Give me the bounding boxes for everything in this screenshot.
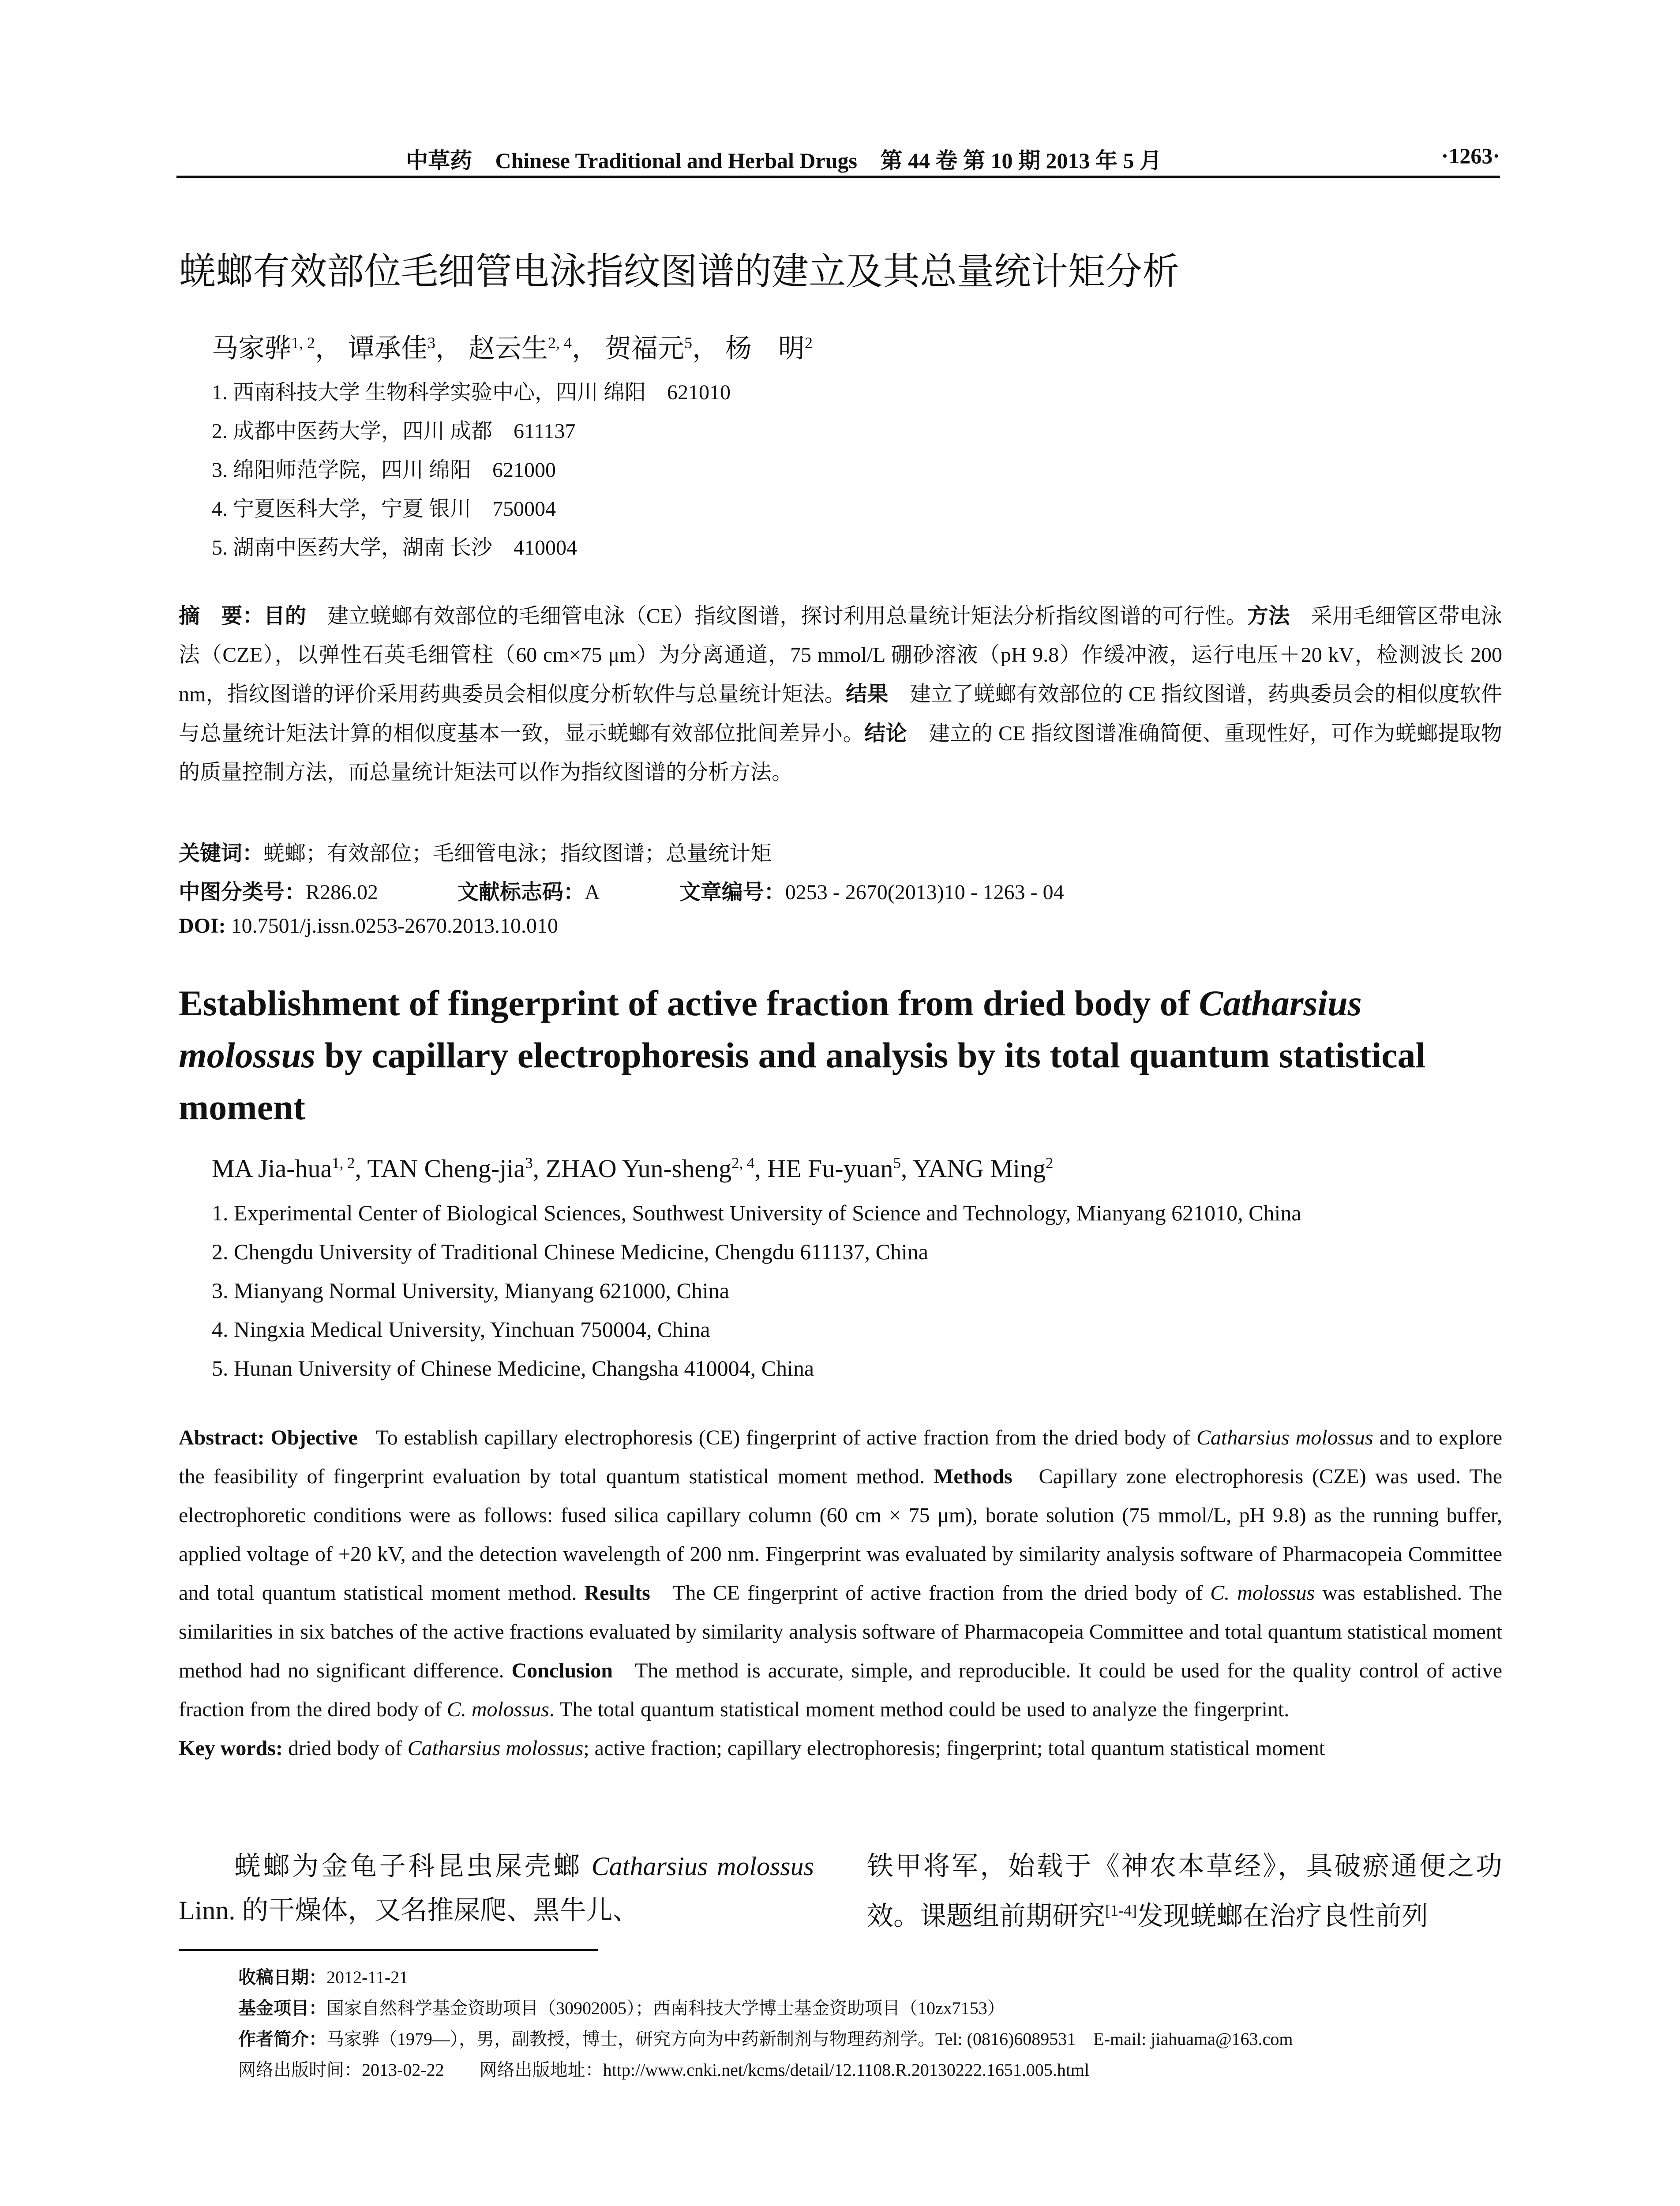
doc-code-label: 文献标志码： [458,880,585,904]
cn-keywords-text: 蜣螂；有效部位；毛细管电泳；指纹图谱；总量统计矩 [263,842,772,865]
en-results-text: The CE fingerprint of active fraction from the dried body of [672,1581,1211,1605]
footnote-online [238,2056,1089,2081]
cn-author: 谭承佳$^3$ [348,334,435,363]
doi-value: 10.7501/j.issn.0253-2670.2013.10.010 [231,914,559,938]
fund-label: 基金项目： [238,1998,326,2018]
cn-results-label: 结果 [846,682,889,706]
cn-affiliation: 4. 宁夏医科大学，宁夏 银川 750004 [212,497,556,521]
body-text-b: 发现蜣螂在治疗良性前列 [1136,1902,1428,1931]
doi-line [179,914,558,938]
body-text: 铁甲将军，始载于《神农本草经》，具破瘀通便之功效。课题组前期研究 [867,1852,1502,1931]
cn-methods-label: 方法 [1247,604,1290,628]
body-text: 蜣螂为金龟子科昆虫屎壳螂 [232,1852,592,1881]
en-conclusion-text-b: . The total quantum statistical moment method could be used to analyze the fingerprint. [549,1698,1290,1721]
body-text-b: Linn. 的干燥体，又名推屎爬、黑牛儿、 [179,1896,639,1925]
cn-keywords [179,836,772,867]
cn-objective-label: 目的 [263,604,307,628]
en-results-label: Results [584,1581,650,1605]
en-keywords-text-b: ; active fraction; capillary electrophoresis; fingerprint; total quantum statistical moment [583,1737,1325,1760]
footnote-received [238,1963,408,1988]
body-column-right [867,1844,1502,1938]
en-title-part2: by capillary electrophoresis and analysis by its total quantum statistical moment [179,1035,1426,1127]
journal-name-en: Chinese Traditional and Herbal Drugs [495,148,857,173]
cn-title: 蜣螂有效部位毛细管电泳指纹图谱的建立及其总量统计矩分析 [179,250,1180,293]
en-conclusion-label: Conclusion [511,1659,613,1682]
en-affiliation: 4. Ningxia Medical University, Yinchuan 750004, China [212,1317,710,1342]
footnote-author [238,2025,1293,2050]
author-bio-label: 作者简介： [238,2029,326,2049]
doc-code-value: A [585,881,600,904]
cn-affiliation: 5. 湖南中医药大学，湖南 长沙 410004 [212,536,578,559]
journal-name-cn: 中草药 [406,148,472,173]
en-title-species: Catharsius molossus [179,983,1362,1075]
en-objective-text-b: and to explore the feasibility of fingerprint evaluation by total quantum statistical moment method. [179,1426,1503,1488]
cn-keywords-label: 关键词： [179,841,264,866]
cn-objective-text: 建立蜣螂有效部位的毛细管电泳（CE）指纹图谱，探讨利用总量统计矩法分析指纹图谱的可行性。 [327,604,1248,628]
article-id-value: 0253 - 2670(2013)10 - 1263 - 04 [785,881,1064,904]
clc-label: 中图分类号： [179,880,306,904]
cn-authors: 马家骅$^{1, 2}$， 谭承佳$^3$， 赵云生$^{2, 4}$， 贺福元$^5$， 杨 明$^2$ [212,334,813,363]
en-objective-text: To establish capillary electrophoresis (CE) fingerprint of active fraction from the dried body of [375,1426,1196,1449]
footnote-fund [238,1994,1005,2019]
en-keywords-text: dried body of [288,1737,408,1760]
en-author: YANG Ming$^2$ [912,1154,1054,1183]
cn-methods-text: 采用毛细管区带电泳法（CZE），以弹性石英毛细管柱（60 cm×75 μm）为分离通道，75 mmol/L 硼砂溶液（pH 9.8）作缓冲液，运行电压＋20 kV，检测波长 200 nm，指纹图谱的评价采用药典委员会相似度分析软件与总量统计矩法。 [179,604,1502,706]
en-title-part1: Establishment of fingerprint of active fraction from dried body of [179,983,1199,1023]
cn-affiliation: 1. 西南科技大学 生物科学实验中心，四川 绵阳 621010 [212,381,731,404]
journal-issue: 第 44 卷 第 10 期 2013 年 5 月 [880,148,1162,173]
received-date: 2012-11-21 [326,1967,409,1987]
cn-author: 杨 明$^2$ [725,334,813,363]
en-affiliation: 3. Mianyang Normal University, Mianyang 621000, China [212,1278,729,1303]
en-keywords-label: Key words: [179,1737,283,1760]
en-results-text-b: was established. The similarities in six batches of the active fractions evaluated by similarity analysis software of Pharmacopeia Committee and total quantum statistical moment method had no significant difference. [179,1581,1503,1682]
author-bio-text: 马家骅（1979—），男，副教授，博士，研究方向为中药新制剂与物理药剂学。Tel: (0816)6089531 E-mail: jiahuama@163.com [326,2029,1293,2049]
article-id-label: 文章编号： [679,880,785,904]
en-objective-label: Objective [270,1426,358,1449]
en-author: ZHAO Yun-sheng$^{2, 4}$ [545,1154,755,1183]
cn-abstract-label: 摘 要： [179,604,264,628]
body-column-left [179,1844,814,1932]
en-author: TAN Cheng-jia$^3$ [367,1154,533,1183]
en-affiliation: 1. Experimental Center of Biological Sciences, Southwest University of Science and Technology, Mianyang 621010, China [212,1201,1301,1225]
cn-affiliation: 3. 绵阳师范学院，四川 绵阳 621000 [212,458,556,482]
cn-conclusion-label: 结论 [864,721,908,746]
cn-results-text: 建立了蜣螂有效部位的 CE 指纹图谱，药典委员会的相似度软件与总量统计矩法计算的相似度基本一致，显示蜣螂有效部位批间差异小。 [179,683,1502,745]
en-authors: MA Jia-hua$^{1, 2}$, TAN Cheng-jia$^3$, ZHAO Yun-sheng$^{2, 4}$, HE Fu-yuan$^5$, YANG Ming$^2$ [212,1154,1054,1183]
en-abstract-label: Abstract: [179,1426,265,1449]
page-number: ·1263· [1441,143,1500,168]
en-author: HE Fu-yuan$^5$ [767,1154,901,1183]
cn-author: 马家骅$^{1, 2}$ [212,334,315,363]
cn-abstract [179,597,1502,792]
fund-text: 国家自然科学基金资助项目（30902005）；西南科技大学博士基金资助项目（10zx7153） [326,1998,1005,2018]
footnote-rule [179,1949,598,1951]
received-label: 收稿日期： [238,1967,326,1988]
cn-meta [179,875,1064,905]
en-affiliation: 2. Chengdu University of Traditional Chinese Medicine, Chengdu 611137, China [212,1239,928,1264]
cn-conclusion-text: 建立的 CE 指纹图谱准确简便、重现性好，可作为蜣螂提取物的质量控制方法，而总量统计矩法可以作为指纹图谱的分析方法。 [179,722,1502,784]
citation-ref: [1-4] [1105,1902,1137,1919]
en-methods-label: Methods [934,1465,1012,1488]
en-affiliation: 5. Hunan University of Chinese Medicine, Changsha 410004, China [212,1356,814,1381]
online-url-label: 网络出版地址： [479,2060,603,2080]
en-methods-text: Capillary zone electrophoresis (CZE) was used. The electrophoretic conditions were as follows: fused silica capillary column (60 cm × 75 μm), borate solution (75 mmol/L, pH 9.8) as the running buffer, applied voltage of +20 kV, and the detection wavelength of 200 nm. Fingerprint was evaluated by similarity analysis software of Pharmacopeia Committee and total quantum statistical moment method. [179,1465,1503,1605]
online-time: 2013-02-22 [362,2060,444,2080]
cn-author: 贺福元$^5$ [605,334,692,363]
body-species: Catharsius molossus [591,1852,814,1881]
online-url: http://www.cnki.net/kcms/detail/12.1108.R.20130222.1651.005.html [603,2060,1090,2080]
en-keywords-species: Catharsius molossus [407,1737,584,1760]
en-objective-species: Catharsius molossus [1196,1426,1373,1449]
en-abstract [179,1418,1502,1768]
cn-affiliation: 2. 成都中医药大学，四川 成都 611137 [212,420,576,443]
en-conclusion-species: C. molossus [446,1698,549,1721]
en-title [179,977,1502,1133]
doi-label: DOI: [179,914,226,938]
clc-value: R286.02 [306,881,379,904]
online-time-label: 网络出版时间： [238,2060,362,2080]
running-header [176,140,1500,178]
en-results-species: C. molossus [1210,1581,1315,1605]
en-conclusion-text: The method is accurate, simple, and reproducible. It could be used for the quality control of active fraction from the dired body of [179,1659,1503,1721]
header-journal [406,143,1179,175]
cn-author: 赵云生$^{2, 4}$ [469,334,572,363]
en-author: MA Jia-hua$^{1, 2}$ [212,1154,355,1183]
